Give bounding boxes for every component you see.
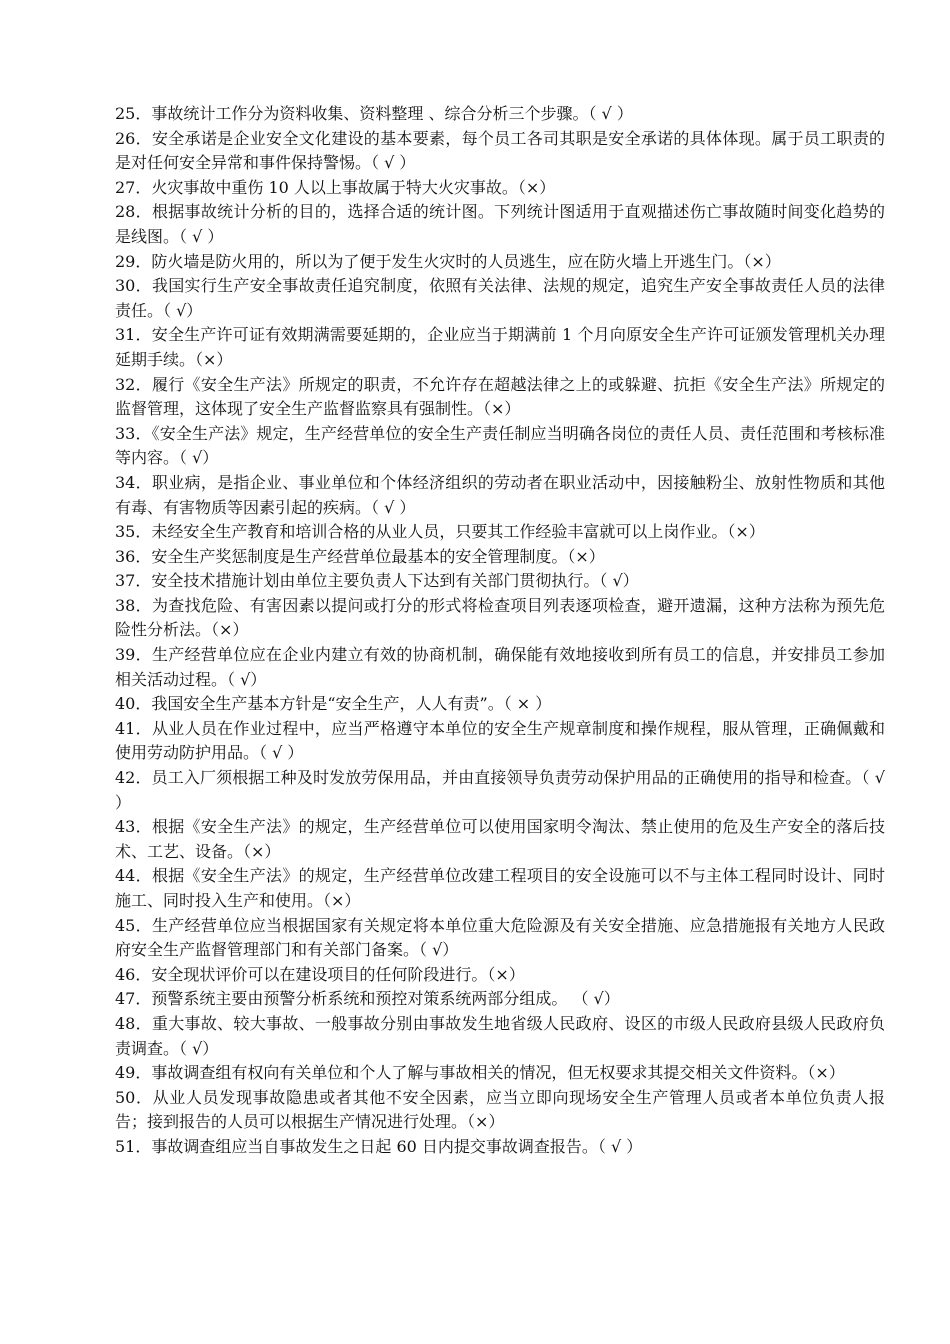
question-item-42: 42．员工入厂须根据工种及时发放劳保用品，并由直接领导负责劳动保护用品的正确使用的指导和检查。（ √ ） — [115, 768, 891, 812]
question-item-31: 31．安全生产许可证有效期满需要延期的，企业应当于期满前 1 个月向原安全生产许可证颁发管理机关办理延期手续。（×） — [115, 325, 885, 369]
question-item-44: 44．根据《安全生产法》的规定，生产经营单位改建工程项目的安全设施可以不与主体工程同时设计、同时施工、同时投入生产和使用。（×） — [115, 866, 885, 910]
question-item-51: 51．事故调查组应当自事故发生之日起 60 日内提交事故调查报告。（ √ ） — [115, 1136, 643, 1156]
question-item-34: 34．职业病，是指企业、事业单位和个体经济组织的劳动者在职业活动中，因接触粉尘、放射性物质和其他有毒、有害物质等因素引起的疾病。（ √ ） — [115, 472, 885, 517]
question-item-48: 48．重大事故、较大事故、一般事故分别由事故发生地省级人民政府、设区的市级人民政府县级人民政府负责调查。（ √） — [115, 1013, 885, 1058]
question-item-40: 40．我国安全生产基本方针是“安全生产，人人有责”。（ × ） — [115, 694, 552, 714]
question-item-43: 43．根据《安全生产法》的规定，生产经营单位可以使用国家明令淘汰、禁止使用的危及生产安全的落后技术、工艺、设备。（×） — [115, 817, 885, 861]
question-item-46: 46．安全现状评价可以在建设项目的任何阶段进行。（×） — [115, 964, 525, 984]
question-item-33: 33．《安全生产法》规定，生产经营单位的安全生产责任制应当明确各岗位的责任人员、责任范围和考核标准等内容。（ √） — [115, 423, 885, 468]
question-item-32: 32．履行《安全生产法》所规定的职责，不允许存在超越法律之上的或躲避、抗拒《安全生产法》所规定的监督管理，这体现了安全生产监督监察具有强制性。（×） — [115, 374, 885, 419]
question-item-38: 38．为查找危险、有害因素以提问或打分的形式将检查项目列表逐项检查，避开遗漏，这种方法称为预先危险性分析法。（×） — [115, 595, 885, 640]
question-item-37: 37．安全技术措施计划由单位主要负责人下达到有关部门贯彻执行。（ √） — [115, 571, 639, 591]
question-item-26: 26．安全承诺是企业安全文化建设的基本要素，每个员工各司其职是安全承诺的具体体现。属于员工职责的是对任何安全异常和事件保持警惕。（ √ ） — [115, 128, 885, 173]
question-item-35: 35．未经安全生产教育和培训合格的从业人员，只要其工作经验丰富就可以上岗作业。（×） — [115, 522, 765, 542]
question-item-25: 25．事故统计工作分为资料收集、资料整理 、综合分析三个步骤。（ √ ） — [115, 104, 633, 123]
question-item-49: 49．事故调查组有权向有关单位和个人了解与事故相关的情况，但无权要求其提交相关文件资料。（×） — [115, 1063, 845, 1083]
question-item-36: 36．安全生产奖惩制度是生产经营单位最基本的安全管理制度。（×） — [115, 546, 605, 566]
question-item-39: 39．生产经营单位应在企业内建立有效的协商机制，确保能有效地接收到所有员工的信息，并安排员工参加相关活动过程。（ √） — [115, 645, 885, 689]
question-item-50: 50．从业人员发现事故隐患或者其他不安全因素，应当立即向现场安全生产管理人员或者本单位负责人报告；接到报告的人员可以根据生产情况进行处理。（×） — [115, 1087, 885, 1132]
question-item-45: 45．生产经营单位应当根据国家有关规定将本单位重大危险源及有关安全措施、应急措施报有关地方人民政府安全生产监督管理部门和有关部门备案。（ √） — [115, 915, 885, 960]
question-item-41: 41．从业人员在作业过程中，应当严格遵守本单位的安全生产规章制度和操作规程，服从管理，正确佩戴和使用劳动防护用品。（ √ ） — [115, 718, 885, 763]
document-page — [115, 102, 891, 1160]
question-item-29: 29．防火墙是防火用的，所以为了便于发生火灾时的人员逃生，应在防火墙上开逃生门。（×） — [115, 251, 781, 271]
question-item-28: 28．根据事故统计分析的目的，选择合适的统计图。下列统计图适用于直观描述伤亡事故随时间变化趋势的是线图。（ √ ） — [115, 202, 885, 246]
question-item-47: 47．预警系统主要由预警分析系统和预控对策系统两部分组成。 （ √） — [115, 989, 620, 1009]
question-item-27: 27．火灾事故中重伤 10 人以上事故属于特大火灾事故。（×） — [115, 177, 556, 197]
question-item-30: 30．我国实行生产安全事故责任追究制度，依照有关法律、法规的规定，追究生产安全事故责任人员的法律责任。（ √） — [115, 276, 885, 320]
